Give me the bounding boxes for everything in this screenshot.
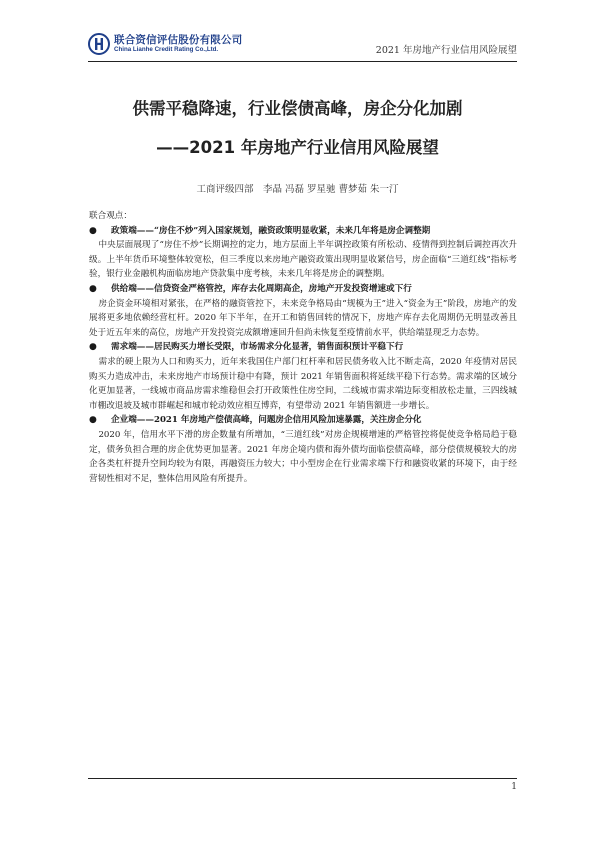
bullet-icon: ● bbox=[89, 283, 97, 294]
page-header bbox=[88, 30, 517, 60]
point-body: 中央层面展现了“房住不炒”长期调控的定力，地方层面上半年调控政策有所松动、疫情得到控制后调控再次升级。上半年货币环境整体较宽松，但三季度以来房地产融资政策出现明显收紧信号，房企面临“三道红线”指标考验，银行业金融机构面临房地产贷款集中度考核，未来几年将是房企的调整期。 bbox=[89, 240, 517, 280]
bullet-icon: ● bbox=[89, 225, 97, 236]
header-divider bbox=[88, 61, 517, 62]
point-body: 房企资金环境相对紧张，在严格的融资管控下，未来竞争格局由“规模为王”进入“资金为王”阶段，房地产的发展将更多地依赖经营杠杆。2020 年下半年，在开工和销售回转的情况下，房地产库存去化周期仍无明显改善且处于近五年来的高位，房地产开发投资完成额增速回升但尚未恢复至疫情前水平，供给端显现乏力态势。 bbox=[89, 298, 517, 338]
document-body bbox=[89, 209, 517, 486]
lianhe-logo-icon bbox=[88, 33, 110, 55]
bullet-icon: ● bbox=[89, 342, 97, 353]
point-heading-text: 供给端——信贷资金严格管控，库存去化周期高企，房地产开发投资增速或下行 bbox=[111, 283, 412, 294]
point-heading-text: 政策端——“房住不炒”列入国家规划，融资政策明显收紧，未来几年将是房企调整期 bbox=[111, 225, 431, 236]
section-label: 联合观点： bbox=[89, 211, 132, 221]
document-title: 供需平稳降速，行业偿债高峰，房企分化加剧 bbox=[132, 99, 463, 118]
point-policy bbox=[89, 224, 517, 282]
footer-divider bbox=[88, 778, 517, 779]
point-heading-text: 需求端——居民购买力增长受限，市场需求分化显著，销售面积预计平稳下行 bbox=[111, 342, 404, 353]
document-subtitle: ——2021 年房地产行业信用风险展望 bbox=[156, 138, 439, 157]
point-heading bbox=[89, 282, 517, 297]
point-enterprise bbox=[89, 413, 517, 486]
company-name-en: China Lianhe Credit Rating Co.,Ltd. bbox=[114, 46, 219, 53]
authors-line: 工商评级四部 李晶 冯磊 罗星驰 曹梦茹 朱一汀 bbox=[196, 184, 399, 195]
point-demand bbox=[89, 340, 517, 413]
point-body: 需求的硬上限为人口和购买力，近年来我国住户部门杠杆率和居民债务收入比不断走高，2020 年疫情对居民购买力造成冲击，未来房地产市场预计稳中有降，预计 2021 年销售面积将延续平稳下行态势。需求端的区域分化更加显著，一线城市商品房需求维稳但会打开政策性住房空间，二线城市需求端边际变相放松走量，三四线城市棚改退坡及城市群崛起和城市轮动效应相互博弈，有望带动 2021 年销售额进一步增长。 bbox=[89, 356, 517, 411]
point-heading-text: 企业端——2021 年房地产偿债高峰，问题房企信用风险加速暴露，关注房企分化 bbox=[111, 415, 422, 426]
point-heading bbox=[89, 413, 517, 428]
point-heading bbox=[89, 340, 517, 355]
point-body: 2020 年，信用水平下滑的房企数量有所增加，“三道红线”对房企规模增速的严格管控将促使竞争格局趋于稳定，债务负担合理的房企优势更加显著。2021 年房企境内债和海外债均面临偿债高峰，部分偿债规模较大的房企各类杠杆提升空间均较为有限，再融资压力较大；中小型房企在行业需求端下行和融资收紧的环境下，由于经营韧性相对不足，整体信用风险有所提升。 bbox=[89, 429, 517, 484]
bullet-icon: ● bbox=[89, 415, 97, 426]
point-supply bbox=[89, 282, 517, 340]
company-name-cn: 联合资信评估股份有限公司 bbox=[114, 34, 243, 46]
running-title: 2021 年房地产行业信用风险展望 bbox=[375, 45, 517, 56]
point-heading bbox=[89, 224, 517, 239]
page-number: 1 bbox=[511, 782, 517, 792]
